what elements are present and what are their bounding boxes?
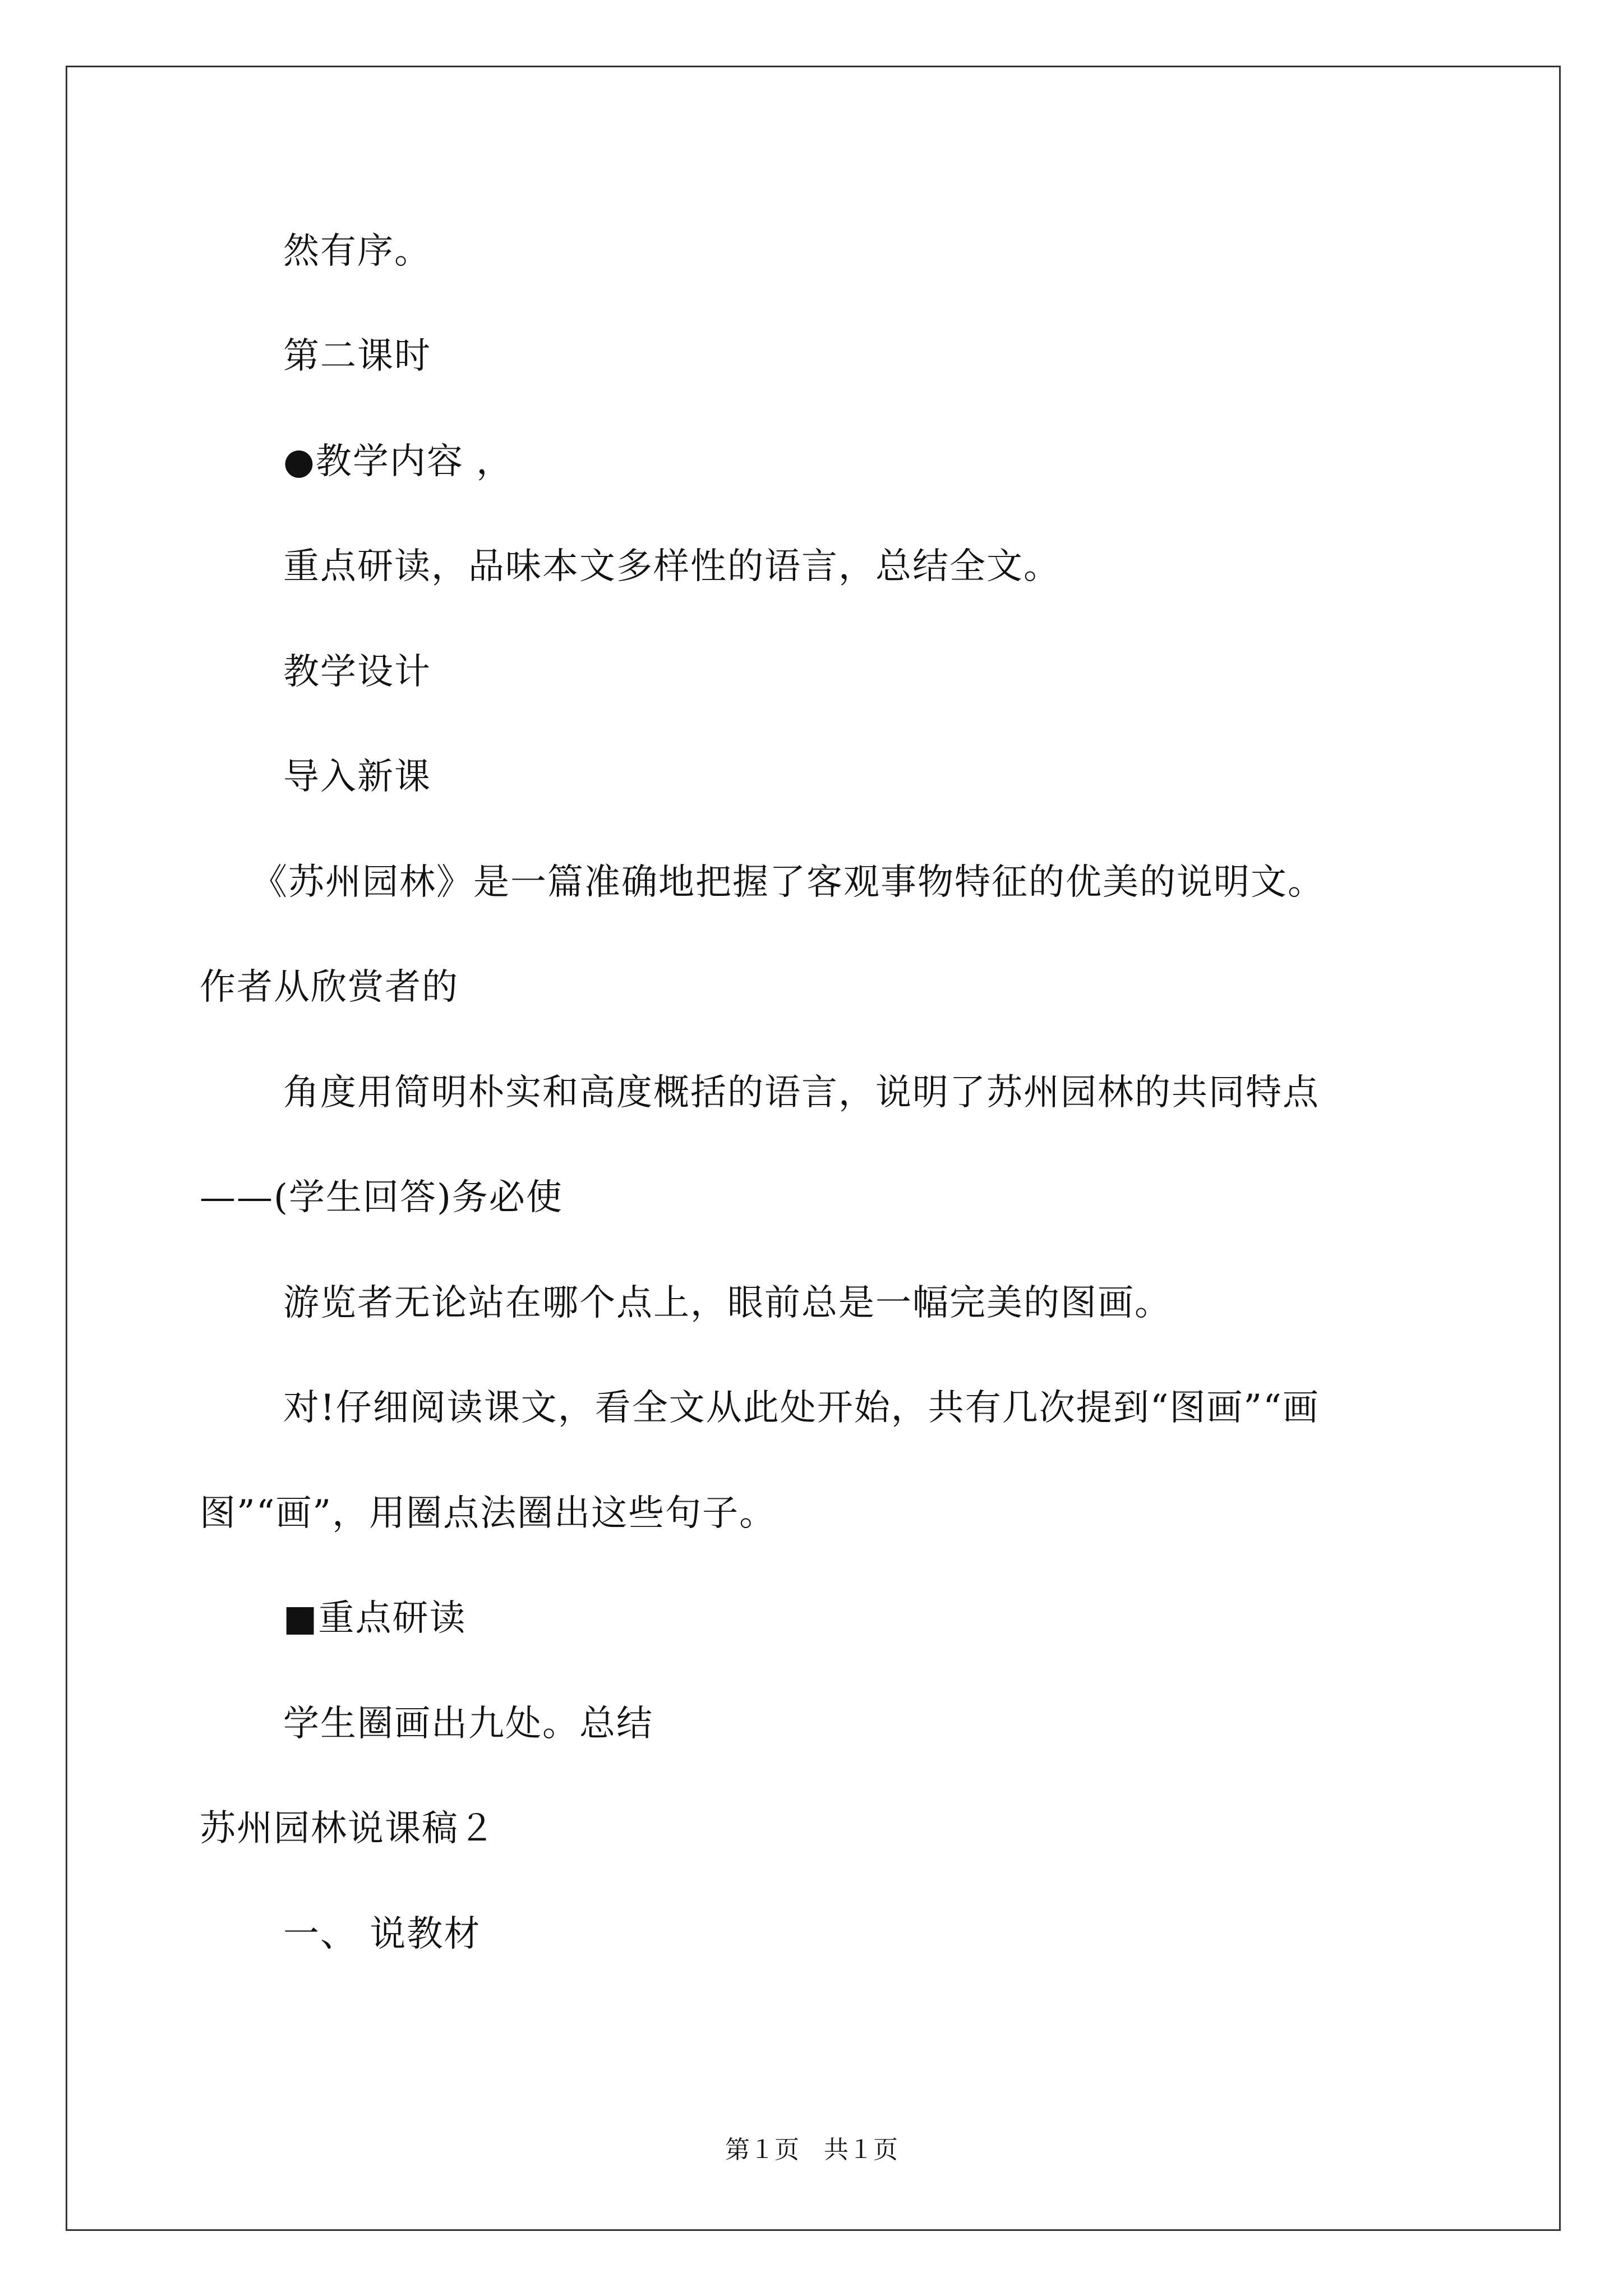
text-line-3: ●教学内容 ， <box>283 441 514 482</box>
page-border <box>66 66 1561 2231</box>
text-line-10: ——(学生回答)务必使 <box>200 1177 563 1218</box>
text-line-11: 游览者无论站在哪个点上，眼前总是一幅完美的图画。 <box>283 1282 1172 1324</box>
text-line-15: 学生圈画出九处。总结 <box>283 1703 653 1745</box>
text-line-12: 对!仔细阅读课文，看全文从此处开始，共有几次提到“图画”“画 <box>283 1387 1320 1429</box>
text-line-2: 第二课时 <box>283 335 431 377</box>
text-line-7: 《苏州园林》是一篇准确地把握了客观事物特征的优美的说明文。 <box>251 862 1325 903</box>
text-line-5: 教学设计 <box>283 651 431 693</box>
page-footer: 第１页 共１页 <box>725 2136 898 2164</box>
text-line-9: 角度用简明朴实和高度概括的语言，说明了苏州园林的共同特点 <box>283 1072 1320 1114</box>
text-line-4: 重点研读，品味本文多样性的语言，总结全文。 <box>283 546 1061 587</box>
text-line-6: 导入新课 <box>283 756 431 798</box>
text-line-14: ■重点研读 <box>283 1598 467 1639</box>
section-heading: 苏州园林说课稿２ <box>200 1808 496 1849</box>
text-line-8: 作者从欣赏者的 <box>200 967 459 1008</box>
text-line-13: 图”“画”，用圈点法圈出这些句子。 <box>200 1493 777 1534</box>
text-line-17: 一、 说教材 <box>283 1913 481 1955</box>
text-line-1: 然有序。 <box>283 231 431 272</box>
